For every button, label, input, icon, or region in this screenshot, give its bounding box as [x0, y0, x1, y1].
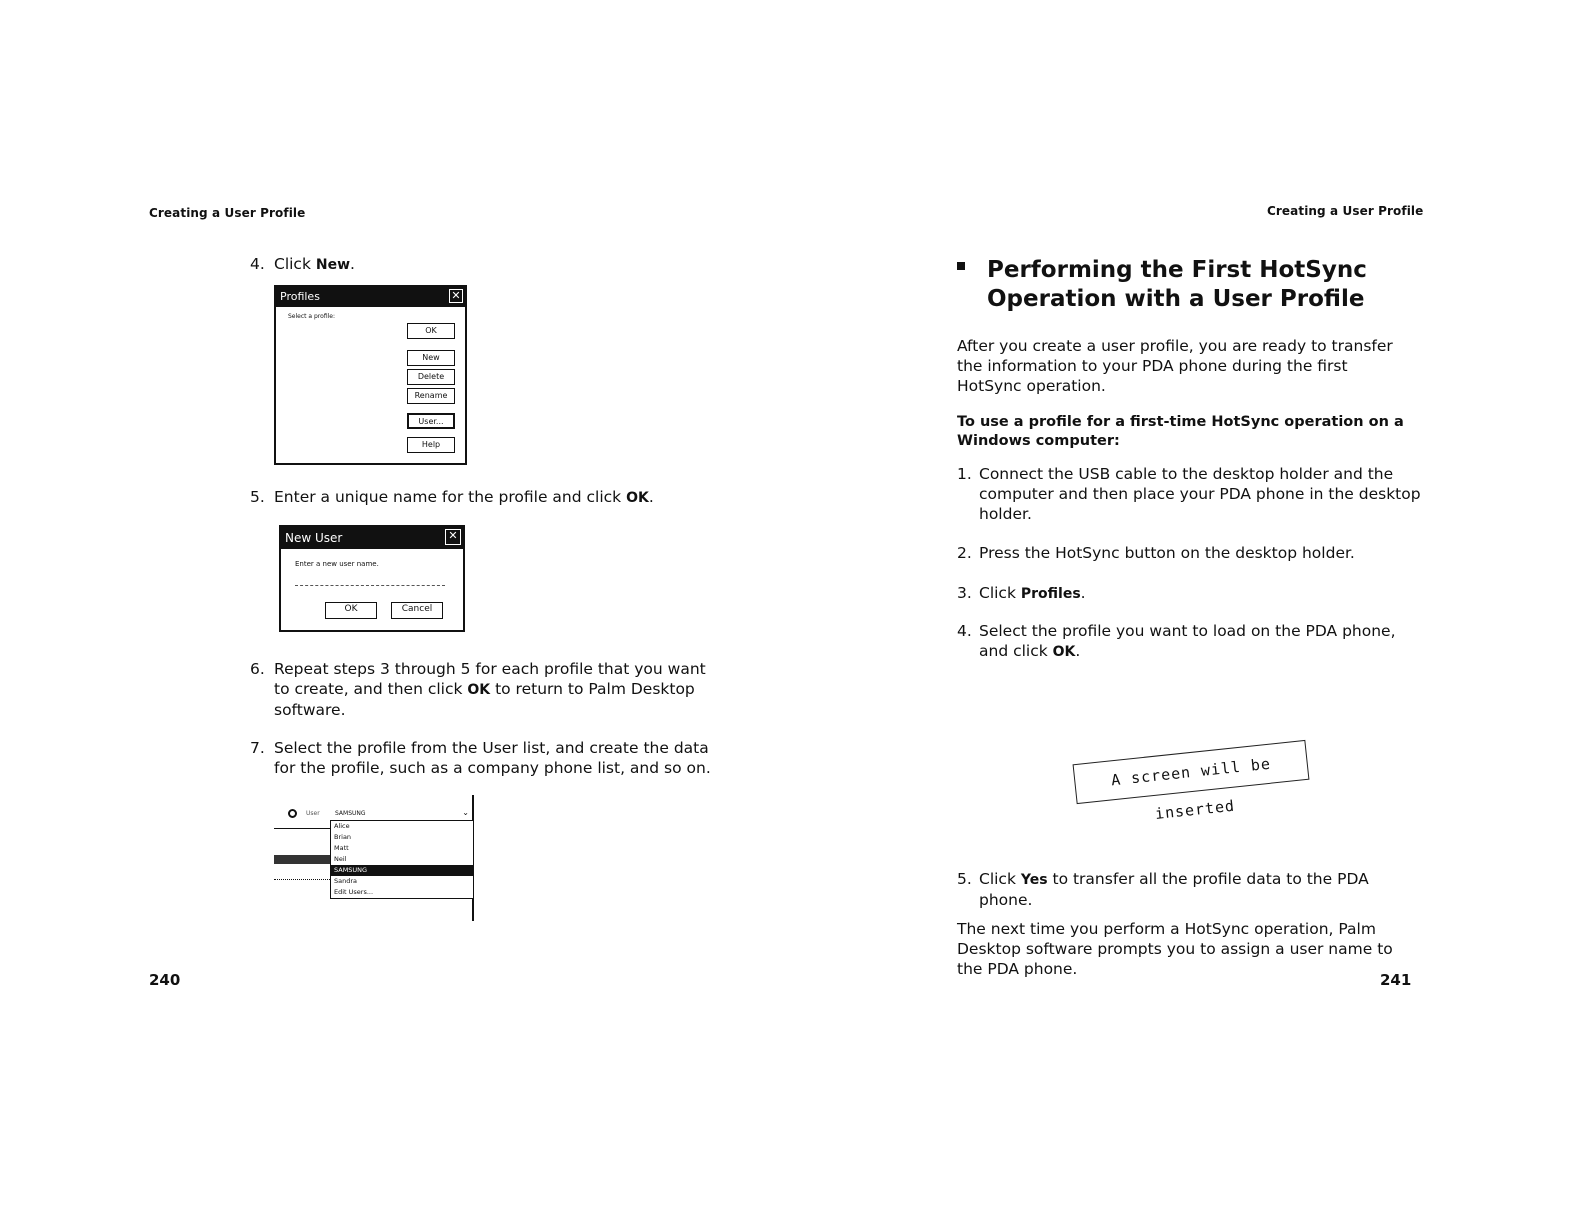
step-text: to return to Palm Desktop	[490, 680, 695, 698]
intro-line: After you create a user profile, you are ready to transfer	[957, 337, 1393, 355]
step-bold-ok: OK	[626, 490, 649, 506]
step-5-right	[957, 869, 1417, 911]
step-number: 6.	[250, 660, 265, 678]
step-text: Enter a unique name for the profile and click	[274, 488, 627, 506]
delete-button[interactable]: Delete	[407, 369, 455, 385]
user-dropdown-list	[330, 821, 474, 899]
toolbar-fragment	[274, 855, 330, 864]
user-select-value: SAMSUNG	[335, 810, 366, 817]
user-icon	[288, 809, 297, 818]
procedure-title-line: Windows computer:	[957, 433, 1120, 449]
profiles-dialog	[274, 285, 467, 465]
step-text-line: Repeat steps 3 through 5 for each profile that you want	[274, 660, 706, 678]
step-number: 2.	[957, 544, 972, 562]
section-title-line: Performing the First HotSync	[987, 257, 1367, 283]
list-item-selected[interactable]: SAMSUNG	[331, 865, 473, 876]
new-user-prompt: Enter a new user name.	[295, 560, 379, 568]
user-name-input[interactable]	[295, 585, 445, 586]
section-title-line: Operation with a User Profile	[987, 286, 1365, 312]
close-icon[interactable]: ✕	[449, 289, 463, 303]
step-number: 3.	[957, 584, 972, 602]
step-1-right	[957, 464, 1421, 526]
list-item[interactable]: Alice	[334, 822, 350, 830]
step-punct: .	[648, 488, 654, 506]
ok-button[interactable]: OK	[407, 323, 455, 339]
closing-line: Desktop software prompts you to assign a user name to	[957, 940, 1393, 958]
list-item[interactable]: Matt	[334, 844, 349, 852]
user-select[interactable]	[330, 808, 472, 821]
step-7-left	[250, 738, 720, 780]
step-number: 5.	[250, 488, 265, 506]
step-bold-new: New	[315, 257, 351, 273]
step-text-line: software.	[274, 701, 346, 719]
list-item[interactable]: Sandra	[334, 877, 358, 885]
running-head-right: Creating a User Profile	[1267, 204, 1424, 218]
bullet-icon	[957, 262, 965, 270]
step-text-line: for the profile, such as a company phone list, and so on.	[274, 759, 711, 777]
rename-button[interactable]: Rename	[407, 388, 455, 404]
closing-paragraph	[957, 919, 1393, 979]
step-4-right	[957, 621, 1417, 663]
list-item[interactable]: Brian	[334, 833, 352, 841]
profiles-prompt: Select a profile:	[288, 313, 335, 320]
step-bold-profiles: Profiles	[1020, 586, 1081, 602]
step-punct: .	[1080, 584, 1086, 602]
user-button[interactable]: User...	[407, 413, 455, 429]
procedure-title-line: To use a profile for a first-time HotSync operation on a	[957, 414, 1404, 430]
step-6-left	[250, 659, 720, 721]
divider	[274, 879, 330, 880]
intro-paragraph	[957, 336, 1393, 396]
new-button[interactable]: New	[407, 350, 455, 366]
step-number: 7.	[250, 739, 265, 757]
step-2-right	[957, 543, 1417, 565]
list-item[interactable]: Neil	[334, 855, 347, 863]
step-text: to create, and then click	[274, 680, 468, 698]
step-number: 1.	[957, 465, 972, 483]
intro-line: the information to your PDA phone during the first	[957, 357, 1348, 375]
step-text: Click	[979, 870, 1021, 888]
running-head-left: Creating a User Profile	[149, 206, 306, 220]
step-text-line: Connect the USB cable to the desktop holder and the	[979, 465, 1394, 483]
new-user-dialog-titlebar	[281, 527, 463, 549]
step-bold-yes: Yes	[1020, 872, 1048, 888]
step-text: Click	[274, 255, 316, 273]
closing-line: the PDA phone.	[957, 960, 1078, 978]
step-text: and click	[979, 642, 1053, 660]
step-number: 4.	[250, 255, 265, 273]
step-text-line: phone.	[979, 891, 1033, 909]
user-list-screenshot	[274, 795, 479, 923]
ok-button[interactable]: OK	[325, 602, 377, 619]
intro-line: HotSync operation.	[957, 377, 1106, 395]
cancel-button[interactable]: Cancel	[391, 602, 443, 619]
divider	[274, 828, 330, 829]
edit-users-item[interactable]: Edit Users...	[334, 888, 374, 896]
step-text-line: computer and then place your PDA phone in the desktop	[979, 485, 1421, 503]
step-text-line: holder.	[979, 505, 1032, 523]
step-text: to transfer all the profile data to the PDA	[1047, 870, 1369, 888]
chevron-down-icon[interactable]: ⌄	[462, 808, 469, 817]
step-3-right	[957, 583, 1417, 605]
step-punct: .	[350, 255, 355, 273]
step-text: Click	[979, 584, 1021, 602]
user-label: User	[306, 810, 320, 817]
new-user-dialog-title: New User	[285, 531, 343, 545]
step-text-line: Select the profile from the User list, and create the data	[274, 739, 709, 757]
step-bold-ok: OK	[1052, 644, 1076, 660]
profiles-dialog-title: Profiles	[280, 290, 320, 303]
step-4-left	[250, 254, 710, 276]
step-number: 5.	[957, 870, 972, 888]
profiles-dialog-titlebar	[276, 287, 465, 307]
step-text-line: Select the profile you want to load on the PDA phone,	[979, 622, 1396, 640]
step-bold-ok: OK	[467, 682, 491, 698]
step-number: 4.	[957, 622, 972, 640]
new-user-dialog	[279, 525, 465, 632]
closing-line: The next time you perform a HotSync operation, Palm	[957, 920, 1376, 938]
page-number-right: 241	[1380, 971, 1412, 989]
step-5-left	[250, 487, 710, 509]
page-number-left: 240	[149, 971, 181, 989]
section-title	[987, 256, 1367, 314]
step-punct: .	[1075, 642, 1081, 660]
screen-placeholder-stamp: A screen will be inserted	[1073, 740, 1310, 804]
close-icon[interactable]: ✕	[445, 529, 461, 545]
procedure-title	[957, 413, 1404, 451]
step-text: Press the HotSync button on the desktop holder.	[979, 544, 1355, 562]
help-button[interactable]: Help	[407, 437, 455, 453]
